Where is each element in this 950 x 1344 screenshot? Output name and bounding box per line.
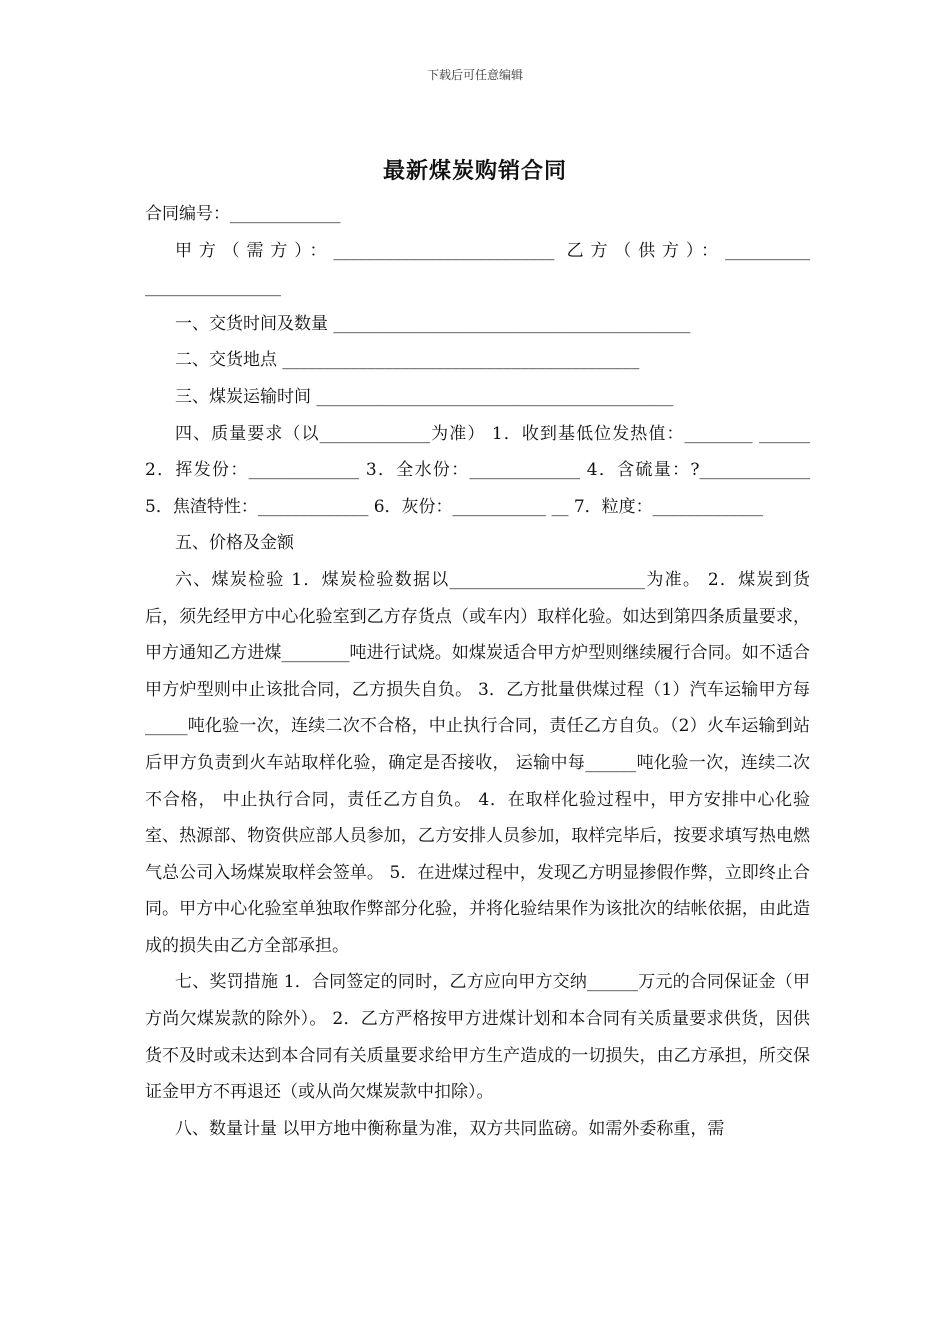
- section-1-delivery-time: 一、交货时间及数量 __________________________________________: [175, 313, 691, 334]
- header-note: 下载后可任意编辑: [426, 68, 523, 82]
- section-6-inspection: 六、煤炭检验 1．煤炭检验数据以_______________________为准。 2．煤炭到货后，须先经甲方中心化验室到乙方存货点（或车内）取样化验。如达到第四条质量要求，甲方通知乙方进煤________吨进行试烧。如煤炭适合甲方炉型则继续履行合同。如不适合甲方炉型则中止该批合同，乙方损失自负。 3．乙方批量供煤过程（1）汽车运输甲方每_____吨化验一次，连续二次不合格，中止执行合同，责任乙方自负。（2）火车运输到站后甲方负责到火车站取样化验，确定是否接收， 运输中每______吨化验一次，连续二次不合格， 中止执行合同，责任乙方自负。 4．在取样化验过程中，甲方安排中心化验室、热源部、物资供应部人员参加，乙方安排人员参加，取样完毕后，按要求填写热电燃气总公司入场煤炭取样会签单。 5．在进煤过程中，发现乙方明显掺假作弊，立即终止合同。甲方中心化验室单独取作弊部分化验，并将化验结果作为该批次的结帐依据，由此造成的损失由乙方全部承担。: [145, 569, 810, 956]
- section-3-transport-time: 三、煤炭运输时间 __________________________________________: [175, 386, 674, 407]
- parties-line: 甲方（需方）：__________________________ 乙方（供方）：__________ ________________: [145, 240, 810, 298]
- section-5-price: 五、价格及金额: [175, 533, 294, 554]
- section-7-rewards-penalties: 七、奖罚措施 1．合同签定的同时，乙方应向甲方交纳______万元的合同保证金（甲方尚欠煤炭款的除外）。 2．乙方严格按甲方进煤计划和本合同有关质量要求供货，因供货不及时或未达到本合同有关质量要求给甲方生产造成的一切损失，由乙方承担，所交保证金甲方不再退还（或从尚欠煤炭款中扣除）。: [145, 972, 810, 1103]
- section-8-measurement: 八、数量计量 以甲方地中衡称量为准，双方共同监磅。如需外委称重，需: [175, 1118, 725, 1139]
- document-title: 最新煤炭购销合同: [382, 159, 567, 184]
- contract-body: [145, 196, 810, 1147]
- section-2-delivery-place: 二、交货地点 __________________________________________: [175, 350, 640, 371]
- section-4-quality: 四、质量要求（以_____________为准） 1．收到基低位发热值：________ ______ 2．挥发份：_____________ 3．全水份：_____________ 4．含硫量：?_____________ 5．焦渣特性：_____________ 6．灰份：___________ __ 7．粒度：_____________: [145, 423, 810, 517]
- contract-number-line: 合同编号：_____________: [145, 204, 341, 224]
